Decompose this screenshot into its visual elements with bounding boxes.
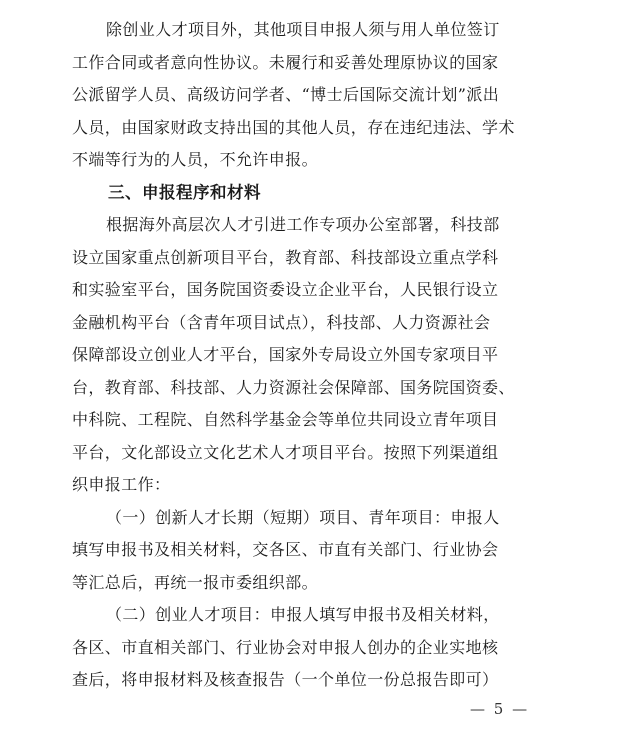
text-line: 不端等行为的人员，不允许申报。 bbox=[72, 150, 319, 169]
text-line: 织申报工作： bbox=[72, 475, 171, 494]
text-line: 工作合同或者意向性协议。未履行和妥善处理原协议的国家 bbox=[72, 52, 499, 72]
text-line: 除创业人才项目外，其他项目申报人须与用人单位签订 bbox=[106, 20, 500, 39]
text-line: 台，教育部、科技部、人力资源社会保障部、国务院国资委、 bbox=[72, 377, 515, 397]
paragraph-procedure bbox=[72, 209, 550, 502]
page-number: — 5 — bbox=[470, 700, 530, 718]
paragraph-eligibility bbox=[72, 14, 550, 177]
text-line: 金融机构平台（含青年项目试点），科技部、人力资源社会 bbox=[72, 312, 491, 332]
paragraph-item-1 bbox=[72, 502, 550, 600]
text-line: 公派留学人员、高级访问学者、“博士后国际交流计划”派出 bbox=[72, 85, 500, 104]
text-line: 和实验室平台，国务院国资委设立企业平台，人民银行设立 bbox=[72, 280, 499, 299]
text-line: 设立国家重点创新项目平台，教育部、科技部设立重点学科 bbox=[72, 247, 499, 267]
text-line: 保障部设立创业人才平台，国家外专局设立外国专家项目平 bbox=[72, 345, 499, 364]
text-line: 各区、市直相关部门、行业协会对申报人创办的企业实地核 bbox=[72, 637, 499, 657]
text-line: 平台，文化部设立文化艺术人才项目平台。按照下列渠道组 bbox=[72, 442, 499, 462]
text-line: 等汇总后，再统一报市委组织部。 bbox=[72, 572, 319, 592]
text-line: 人员，由国家财政支持出国的其他人员，存在违纪违法、学术 bbox=[72, 117, 515, 137]
text-line: （一）创新人才长期（短期）项目、青年项目：申报人 bbox=[106, 507, 500, 527]
text-line: 查后，将申报材料及核查报告（一个单位一份总报告即可） bbox=[72, 670, 499, 689]
text-line: 填写申报书及相关材料，交各区、市直有关部门、行业协会 bbox=[72, 540, 499, 559]
text-line: （二）创业人才项目：申报人填写申报书及相关材料， bbox=[106, 605, 500, 624]
text-line: 根据海外高层次人才引进工作专项办公室部署，科技部 bbox=[106, 215, 500, 234]
document-body bbox=[72, 14, 550, 697]
paragraph-item-2 bbox=[72, 599, 550, 697]
section-heading: 三、申报程序和材料 bbox=[108, 182, 261, 202]
text-line: 中科院、工程院、自然科学基金会等单位共同设立青年项目 bbox=[72, 410, 499, 429]
